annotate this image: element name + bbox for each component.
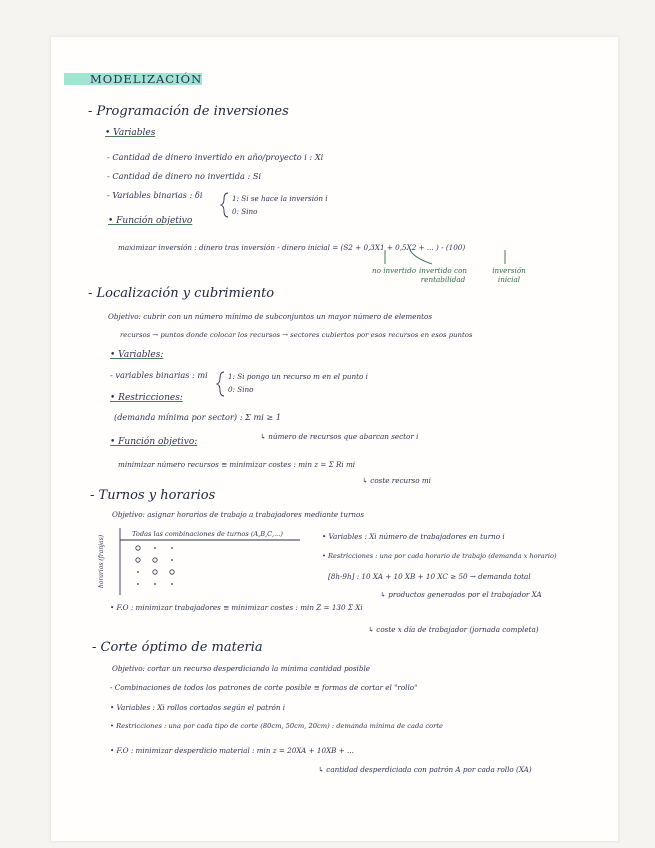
section-heading-corte: - Corte óptimo de materia: [92, 640, 263, 655]
line-binaria-si: 1: Si se hace la inversión i: [232, 194, 328, 203]
line-variables-turnos: • Variables : Xi número de trabajadores en turno i: [322, 532, 505, 541]
note-no-invertido: no invertido: [372, 266, 417, 275]
line-pongo-recurso: 1: Si pongo un recurso m en el punto i: [228, 372, 368, 381]
line-objetivo-asignar: Objetivo: asignar horarios de trabajo a trabajadores mediante turnos: [112, 510, 365, 519]
line-funcion-objetivo: • Función objetivo: [108, 216, 193, 226]
line-variables: • Variables: [105, 128, 156, 138]
line-fo-desperdicio: • F.O : minimizar desperdicio material : min z = 20XA + 10XB + ...: [110, 746, 354, 755]
line-fo-trabajadores: • F.O : minimizar trabajadores ≡ minimizar costes : min Z = 130 Σ Xi: [110, 603, 363, 612]
line-productos-generados: ↳ productos generados por el trabajador XA: [380, 590, 542, 599]
line-recursos-puntos: recursos → puntos donde colocar los recursos → sectores cubiertos por esos recursos en esos puntos: [120, 331, 473, 339]
line-objetivo-cortar: Objetivo: cortar un recurso desperdiciando la mínima cantidad posible: [112, 664, 371, 673]
line-variables-2: • Variables:: [110, 350, 164, 360]
line-variables-binarias-2: - variables binarias : mi: [110, 370, 208, 380]
line-restricciones-corte: • Restricciones : una por cada tipo de corte (80cm, 50cm, 20cm) : demanda mínima de cada corte: [110, 722, 443, 730]
line-maximizar-inversion: maximizar inversión : dinero tras inversión - dinero inicial = (S2 + 0,3X1 + 0,5X2 + ... ) - (100): [118, 243, 466, 252]
line-minimizar-recursos: minimizar número recursos ≡ minimizar costes : min z = Σ Ri mi: [118, 460, 356, 469]
note-inversion-inicial: inversión inicial: [492, 266, 526, 284]
line-objetivo-cubrir: Objetivo: cubrir con un número mínimo de subconjuntos un mayor número de elementos: [108, 312, 433, 321]
line-funcion-objetivo-2: • Función objetivo:: [110, 437, 198, 447]
section-heading-localizacion: - Localización y cubrimiento: [88, 286, 275, 301]
line-numero-recursos: ↳ número de recursos que abarcan sector i: [260, 432, 419, 441]
line-sino-2: 0: Sino: [228, 385, 254, 394]
line-coste-dia: ↳ coste x día de trabajador (jornada completa): [368, 625, 539, 634]
line-combinaciones-patrones: - Combinaciones de todos los patrones de corte posible ≡ formas de cortar el "rollo": [110, 683, 418, 692]
line-binaria-sino: 0: Sino: [232, 207, 258, 216]
note-invertido-rentabilidad: invertido con rentabilidad: [418, 266, 468, 284]
line-restricciones-turnos: • Restricciones : una por cada horario de trabajo (demanda x horario): [322, 552, 557, 560]
line-variables-rollos: • Variables : Xi rollos cortados según el patrón i: [110, 703, 286, 712]
section-heading-inversiones: - Programación de inversiones: [88, 104, 289, 119]
line-dinero-no-invertido: - Cantidad de dinero no invertida : Si: [107, 171, 262, 181]
line-demanda-minima: (demanda mínima por sector) : Σ mi ≥ 1: [114, 412, 282, 422]
line-variables-binarias: - Variables binarias : δi: [107, 190, 203, 200]
line-restricciones: • Restricciones:: [110, 393, 183, 403]
section-heading-turnos: - Turnos y horarios: [90, 488, 216, 503]
line-dinero-invertido: - Cantidad de dinero invertido en año/proyecto i : Xi: [107, 152, 324, 162]
page-title: MODELIZACIÓN: [90, 72, 203, 86]
line-coste-recurso: ↳ coste recurso mi: [362, 476, 431, 485]
line-combinaciones-turnos: Todas las combinaciones de turnos (A,B,C,...): [132, 530, 283, 538]
line-demanda-total: [8h-9h] : 10 XA + 10 XB + 10 XC ≥ 50 → demanda total: [328, 572, 531, 581]
line-horarios-franjas: horarios (franjas): [98, 534, 105, 588]
line-cantidad-desperdiciada: ↳ cantidad desperdiciada con patrón A por cada rollo (XA): [318, 765, 532, 774]
